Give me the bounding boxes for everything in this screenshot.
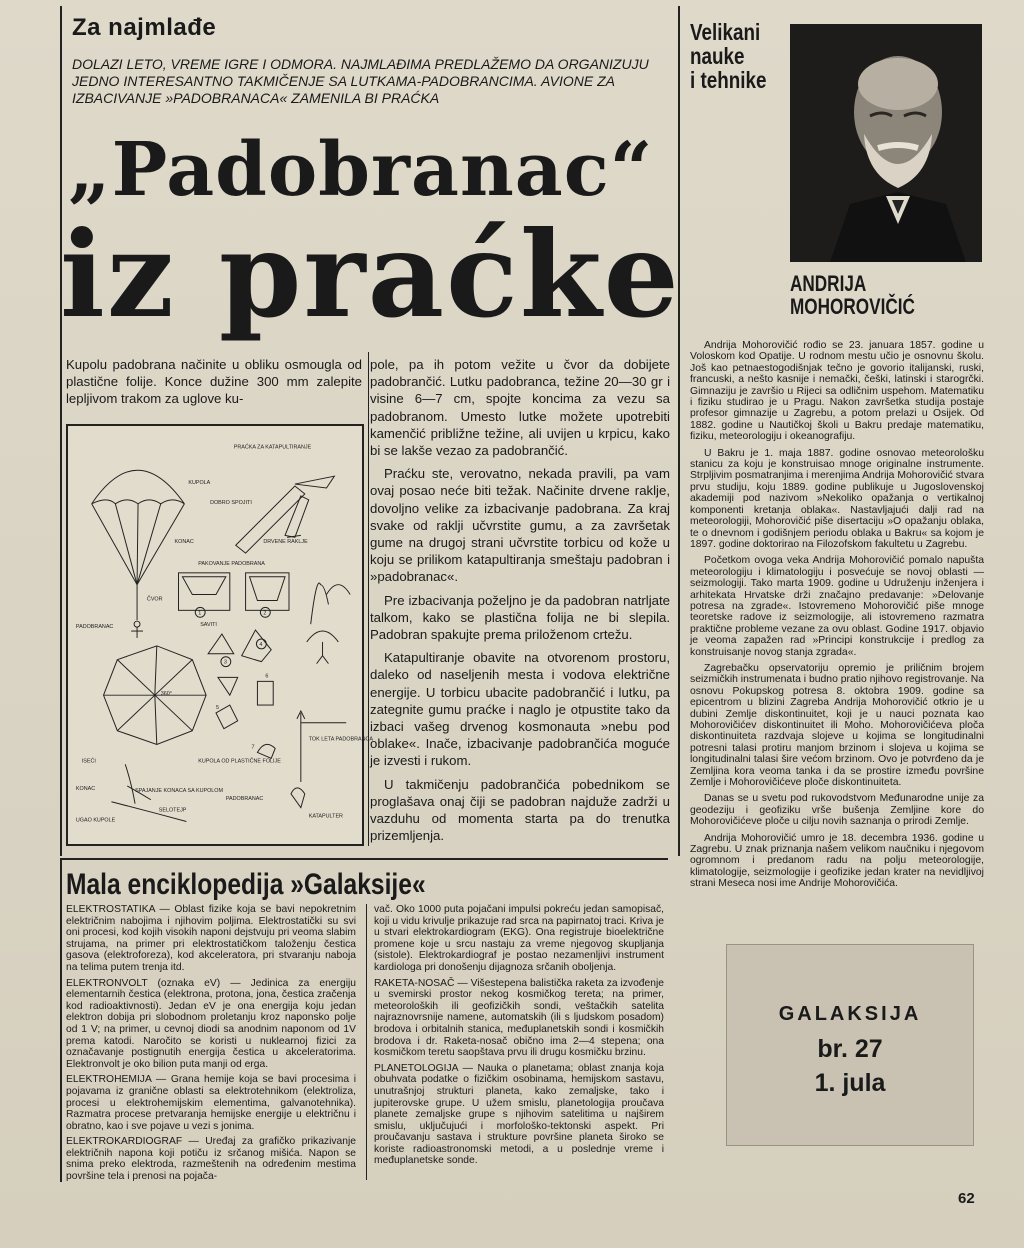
biography-paragraph: Danas se u svetu pod rukovodstvom Međunarodne unije za geodeziju i geofiziku vrše bušenja Zemljine kore do Mohorovičićeve ploče u cilju novih saznanja o prirodi Zemlje. <box>690 793 984 828</box>
article-left-paragraph: Kupolu padobrana načinite u obliku osmougla od plastične folije. Konce dužine 300 mm zalepite lepljivom trakom za uglove ku- <box>66 357 362 407</box>
article-paragraph: Pre izbacivanja poželjno je da padobran natrljate talkom, kako se plastična folija ne bi slepila. Padobran spakujte prema priloženom crtežu. <box>370 592 670 643</box>
label-selotejp: SELOTEJP <box>158 807 187 814</box>
article-paragraph: pole, pa ih potom vežite u čvor da dobijete padobrančić. Lutku padobranca, težine 20—30 gr i visine 6—7 cm, spojte koncima za vezu sa padobranom. Umesto lutke možete upotrebiti kamenčić približne težine, ali uvijen u krpicu, kako bi se lakše vezao za padobrančić. <box>370 357 670 459</box>
issue-date: 1. jula <box>814 1069 886 1097</box>
biography-paragraph: Početkom ovoga veka Andrija Mohorovičić pomalo napušta meteorologiju i klimatologiju i posvećuje se novoj oblasti — seizmologiji. Tako marta 1909. godine u Udruženju inženjera i arhitekata Hrvatske drži značajno predavanje: »Delovanje potresa na zgrade«. Istovremeno Mohorovičić piše mnoge teoretske radove iz seizmologije, ali istovremeno razmatra praktične probleme vezane za ovu oblast. Godine 1917. objavio je veoma zapažen rad »Principi konstrukcije i predlog za konstruisanje novog stanja zgrada«. <box>690 555 984 658</box>
issue-magazine-name: GALAKSIJA <box>778 1003 922 1025</box>
label-ugao-kupole: UGAO KUPOLE <box>75 817 116 824</box>
person-first-name: ANDRIJA <box>790 271 867 296</box>
article-middle-column <box>370 356 670 850</box>
intro-text: DOLAZI LETO, VREME IGRE I ODMORA. NAJMLAĐIMA PREDLAŽEMO DA ORGANIZUJU JEDNO INTERESANTNO TAKMIČENJE SA LUTKAMA-PADOBRANCIMA. AVIONE ZA IZBACIVANJE »PADOBRANACA« ZAMENILA BI PRAĆKA <box>72 56 649 106</box>
portrait-illustration <box>790 24 982 262</box>
enc-top-rule <box>60 858 668 860</box>
sidebar-heading-line: Velikani <box>690 19 761 45</box>
label-padobranac: PADOBRANAC <box>75 624 114 631</box>
step-num-2: 2 <box>263 610 267 617</box>
label-iseci: ISEĆI <box>81 758 96 765</box>
label-cvor: ČVOR <box>146 596 163 603</box>
label-katapulter: KATAPULTER <box>308 813 343 820</box>
biography-paragraph: U Bakru je 1. maja 1887. godine osnovao meteorološku stanicu za koju je konstruisao mnoge originalne instrumente. Strpljivim posmatranjima i merenjima Andrija Mohorovičić stvara prvu studiju, koju 1889. godine publikuje u Jugoslovenskoj akademiji pod nazivom »Nekoliko opažanja o vertikalnoj komponenti kretanja oblaka«. Nastavljajući dalji rad na meteorologiji, Mohorovičić piše disertaciju »O opažanju oblaka, te o dnevnom i godišnjem periodu oblaka u Bakru« sa kojom je 1897. godine doktorirao na Filozofskom fakultetu u Zagrebu. <box>690 447 984 550</box>
label-pracka: PRAĆKA ZA KATAPULTIRANJE <box>233 444 312 451</box>
step-num-3: 3 <box>223 659 227 666</box>
encyclopedia-entry: ELEKTROKARDIOGRAF — Uređaj za grafičko prikazivanje električnih napona koji potiču iz srčanog mišića. Napon se snima preko elektroda, razmeštenih na određenim mestima površine tela i prenosi na pojača- <box>66 1136 356 1183</box>
label-konac: KONAC <box>174 539 194 546</box>
label-kupola: KUPOLA <box>188 480 211 487</box>
encyclopedia-left-column <box>66 904 356 1187</box>
portrait-photo <box>790 24 982 262</box>
step-num-1: 1 <box>198 610 202 617</box>
label-konac-2: KONAC <box>75 785 96 792</box>
article-paragraph: Praćku ste, verovatno, nekada pravili, pa vam ovaj posao neće biti težak. Načinite drvene raklje, dovoljno velike za izbacivanje padobrana. Za kraj svake od raklji učvrstite gumu, a za završetak gume na drugoj strani učvrstite torbicu od kože u koju se prilikom katapultiranja smeštaju padobran i »padobranac«. <box>370 466 670 585</box>
mid-rule <box>368 352 369 846</box>
person-last-name: MOHOROVIČIĆ <box>790 294 915 319</box>
encyclopedia-entry: vač. Oko 1000 puta pojačani impulsi pokreću jedan samopisač, koji u vidu krivulje prikazuje rad srca na papirnatoj traci. Kriva je u stvari elektrokardiogram (EKG). Ona registruje bioelektrične promene koje u srcu nastaju za vreme njegovog skupljanja (sistole). Elektrokardiograf je postao nezamenljivi instrument kardiologa pri donošenju dijagnoza srčanih oboljenja. <box>374 904 664 973</box>
enc-left-rule <box>60 858 62 1182</box>
biography-paragraph: Zagrebačku opservatoriju opremio je priličnim brojem seizmičkih instrumenata i budno pratio njihovo registrovanje. Na osnovu Pokupskog potresa 8. oktobra 1909. godine sa epicentrom u blizini Zagreba Andrija Mohorovičić otkrio je u dubini Zemlje diskontinuitet, koji je u nauci poznata kao Mohorovičićev diskontinuitet ili Moho. Mohorovičićeva ploča diskontinuiteta razdvaja slojeve u kojima se longitudinalni potresni talasi protiru manjom brzinom i slojeva u kojima se longitudinalni talasi šire većom brzinom. Ovo je potvrđeno da je Zemljina kora veoma tanka i da se prostire između površine Zemlje i Mohorovičićeve ploče diskontinuiteta. <box>690 662 984 789</box>
encyclopedia-entry: ELEKTROSTATIKA — Oblast fizike koja se bavi nepokretnim električnim nabojima i njihovim poljima. Elektrostatički su svi oni procesi, kod kojih visokih naponi dejstvuju pri veoma slabim strujama, na primer pri elektrostatičkom taloženju čestica gasova (elektroforeza), kod akceleratora, pri stvaranju naboja na telima putem trenja itd. <box>66 904 356 973</box>
label-spajanje: SPAJANJE KONACA SA KUPOLOM <box>135 787 224 794</box>
sidebar-heading-line: nauke <box>690 43 745 69</box>
encyclopedia-right-column <box>374 904 664 1171</box>
label-drvene-raklje: DRVENE RAKLJE <box>263 539 308 546</box>
sidebar-heading-line: i tehnike <box>690 67 767 93</box>
encyclopedia-entry: ELEKTROHEMIJA — Grana hemije koja se bavi procesima i pojavama iz granične oblasti sa elektrotehnikom (elektroliza, procesi u elektrohemijskim elementima, galvanotehnika). Razmatra procese pretvaranja hemijske energije u električnu i obratno, kao i sve pojave u vezi s jonima. <box>66 1074 356 1132</box>
label-padobranac-2: PADOBRANAC <box>225 795 264 802</box>
title-line-2: iz praćke <box>60 205 681 344</box>
sidebar-heading <box>690 20 772 92</box>
issue-number: br. 27 <box>817 1035 883 1063</box>
parachute-diagram <box>66 424 374 846</box>
label-dobro-spojiti: DOBRO SPOJITI <box>210 499 252 506</box>
encyclopedia-entry: RAKETA-NOSAČ — Višestepena balistička raketa za izvođenje u svemirski prostor nekog kosmičkog tereta; na primer, meteoroloških ili geofizičkih sondi, veštačkih satelita najraznovrsnije namene, automatskih (ili s ljudskom posadom) brodova i orbitalnih stanica, međuplanetskih sondi i kosmičkih brodova i dr. Raketa-nosač obično ima 2—4 stepena; ona kosmičkom teretu saopštava prvu ili drugu kosmičku brzinu. <box>374 977 664 1059</box>
article-paragraph: Katapultiranje obavite na otvorenom prostoru, daleko od naseljenih mesta i vodova električne energije. U torbicu ubacite padobrančić i lutku, pa zategnite gumu praćke i naglo je otpustite tako da izbaci vašeg drvenog kosmonauta »nebu pod oblake«. Inače, izbacivanje padobrančića moguće je izvesti i rukom. <box>370 650 670 769</box>
person-name <box>790 272 946 318</box>
encyclopedia-entry: ELEKTRONVOLT (oznaka eV) — Jedinica za energiju elementarnih čestica (elektrona, protona, jona, čestica zračenja kod radioaktivnosti). Jedan eV je ona energija koju jedan elektron dobija pri slobodnom proletanju kroz naponsko polje od 1 V; na primer, u cevnoj diodi sa anodnim naponom od 1V prema katodi. Naročito se koristi u nuklearnoj fizici za označavanje postignutih energija čestica u akceleratorima. Elektronvolt je oko bilion puta manji od erga. <box>66 977 356 1070</box>
biography-paragraph: Andrija Mohorovičić rođio se 23. januara 1857. godine u Voloskom kod Opatije. U rodnom mestu učio je osnovnu školu. Još kao petnaestogodišnjak tečno je govorio italijanski, ruski, francuski, a nešto kasnije i nemački, češki, latinski i starogrčki. Gimnaziju je završio u Rijeci sa odličnim uspehom. Matematiku i fiziku studirao je u Pragu. Nakon završetka studija postaje profesor gimnazije u Zagrebu, a potom prelazi u Osijek. Od 1882. godine u Nautičkoj školi u Bakru predaje matematiku, fiziku, meteorologiju i okeanografiju. <box>690 340 984 443</box>
diagram-labels <box>76 444 374 824</box>
label-angle: 360° <box>160 691 172 698</box>
center-rule <box>678 6 680 856</box>
label-pakovanje: PAKOVANJE PADOBRANA <box>198 560 265 567</box>
encyclopedia-entry: PLANETOLOGIJA — Nauka o planetama; oblast znanja koja obuhvata podatke o fizičkim osobinama, hemijskom sastavu, unutrašnjoj strukturi planeta, kako zemaljske, tako i jupiterovske grupe. U užem smislu, planetologija proučava planete zemaljske grupe s njihovim satelitima u najširem smislu, uključujući i morfološko-tektonski aspekt. Pri proučavanju sastava i strukture površine planeta široko se koriste radioastronomski metodi, a u poslednje vreme i međuplanetske sonde. <box>374 1062 664 1167</box>
biography-text <box>690 340 984 895</box>
section-tag: Za najmlađe <box>72 14 217 41</box>
label-kupola-folija: KUPOLA OD PLASTIČNE FOLIJE <box>198 758 281 765</box>
label-saviti: SAVITI <box>200 622 217 629</box>
article-paragraph: U takmičenju padobrančića pobednikom se proglašava onaj čiji se padobran najduže zadrži u vazduhu od momenta starta pa do trenutka prizemljenja. <box>370 776 670 844</box>
page-number: 62 <box>958 1190 975 1207</box>
issue-box <box>726 944 974 1146</box>
step-num-4: 4 <box>259 641 263 648</box>
step-num-7: 7 <box>251 744 255 751</box>
encyclopedia-title: Mala enciklopedija »Galaksije« <box>66 868 426 901</box>
diagram-drawing <box>68 426 374 844</box>
step-num-5: 5 <box>215 704 220 711</box>
step-num-6: 6 <box>265 673 269 680</box>
title-line-1: „Padobranac“ <box>68 127 654 213</box>
left-rule <box>60 6 62 856</box>
enc-mid-rule <box>366 904 367 1180</box>
label-tok-leta: TOK LETA PADOBRANCA <box>308 736 374 743</box>
biography-paragraph: Andrija Mohorovičić umro je 18. decembra 1936. godine u Zagrebu. U znak priznanja našem velikom naučniku i njegovom ogromnom i predanom radu na polju meteorologije, klimatologije, seizmologije i geofizike jedan krater na nevidljivoj strani Meseca nosi ime Andrije Mohorovičića. <box>690 832 984 890</box>
